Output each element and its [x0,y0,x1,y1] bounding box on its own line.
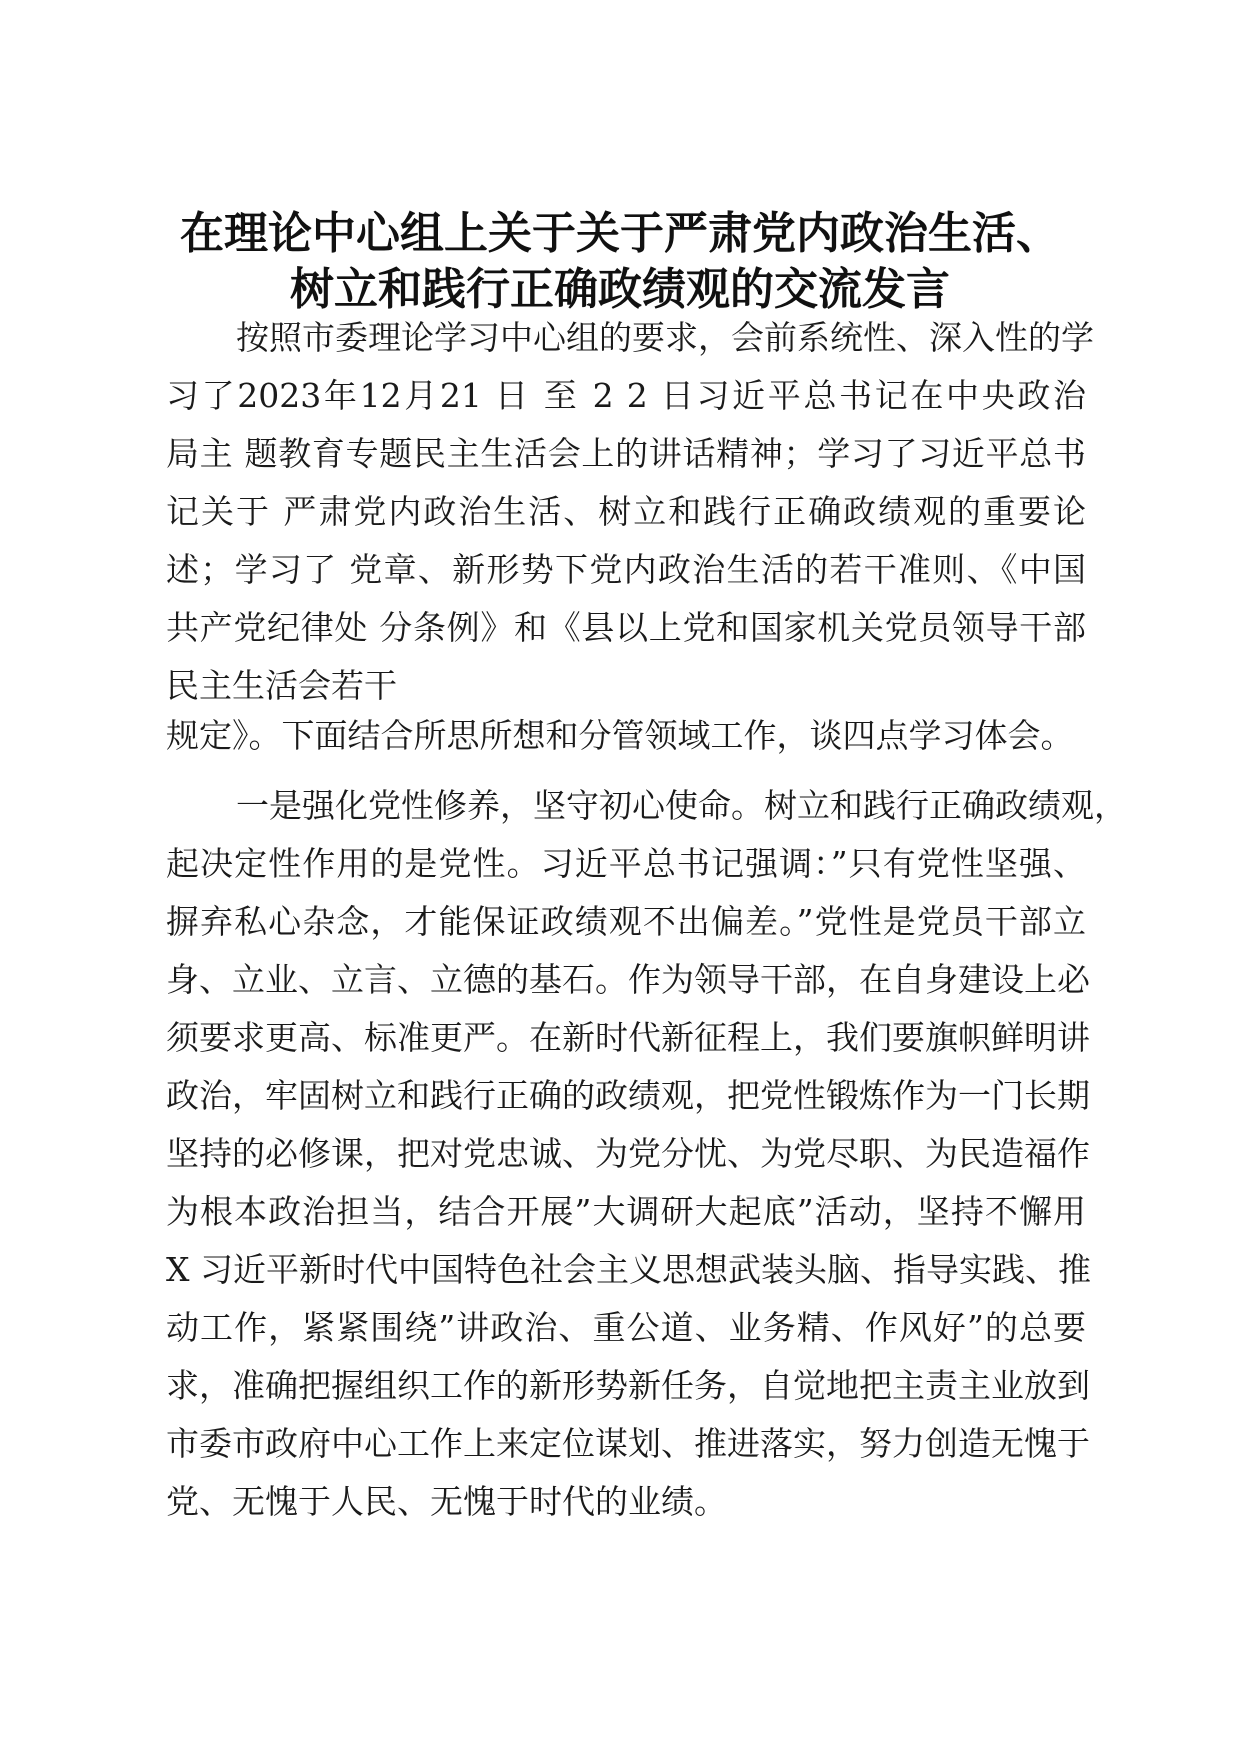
paragraph-1-line-5: 述；学习了 党章、新形势下党内政治生活的若干准则、《中国 [166,550,1086,589]
paragraph-2-line-4: 身、立业、立言、立德的基石。作为领导干部，在自身建设上必 [166,960,1090,999]
document-title-line-1: 在理论中心组上关于关于严肃党内政治生活、 [180,208,1060,259]
paragraph-2-line-13: 党、无愧于人民、无愧于时代的业绩。 [166,1482,727,1521]
paragraph-1-line-6: 共产党纪律处 分条例》和《县以上党和国家机关党员领导干部 [166,608,1086,647]
paragraph-2-line-8: 为根本政治担当，结合开展”大调研大起底”活动，坚持不懈用 [166,1192,1086,1231]
paragraph-2-line-2: 起决定性作用的是党性。习近平总书记强调：”只有党性坚强、 [166,844,1086,883]
paragraph-2-line-10: 动工作，紧紧围绕”讲政治、重公道、业务精、作风好”的总要 [166,1308,1086,1347]
paragraph-1-line-2: 习了2023年12月21 日 至 2 2 日习近平总书记在中央政治 [166,376,1086,415]
paragraph-2-line-1: 一是强化党性修养，坚守初心使命。树立和践行正确政绩观， [236,786,1127,825]
paragraph-2-line-5: 须要求更高、标准更严。在新时代新征程上，我们要旗帜鲜明讲 [166,1018,1090,1057]
paragraph-2-line-9: X 习近平新时代中国特色社会主义思想武装头脑、指导实践、推 [166,1250,1091,1289]
document-title-line-2: 树立和践行正确政绩观的交流发言 [290,264,950,315]
paragraph-1-line-7: 民主生活会若干 [166,666,397,705]
paragraph-1-line-1: 按照市委理论学习中心组的要求，会前系统性、深入性的学 [236,318,1094,357]
paragraph-2-line-7: 坚持的必修课，把对党忠诚、为党分忧、为党尽职、为民造福作 [166,1134,1090,1173]
paragraph-2-line-6: 政治，牢固树立和践行正确的政绩观，把党性锻炼作为一门长期 [166,1076,1090,1115]
paragraph-1-line-8: 规定》。下面结合所思所想和分管领域工作，谈四点学习体会。 [166,716,1074,755]
paragraph-2-line-12: 市委市政府中心工作上来定位谋划、推进落实，努力创造无愧于 [166,1424,1090,1463]
paragraph-2-line-11: 求，准确把握组织工作的新形势新任务，自觉地把主责主业放到 [166,1366,1090,1405]
paragraph-1-line-3: 局主 题教育专题民主生活会上的讲话精神；学习了习近平总书 [166,434,1086,473]
paragraph-2-line-3: 摒弃私心杂念，才能保证政绩观不出偏差。”党性是党员干部立 [166,902,1086,941]
paragraph-1-line-4: 记关于 严肃党内政治生活、树立和践行正确政绩观的重要论 [166,492,1086,531]
